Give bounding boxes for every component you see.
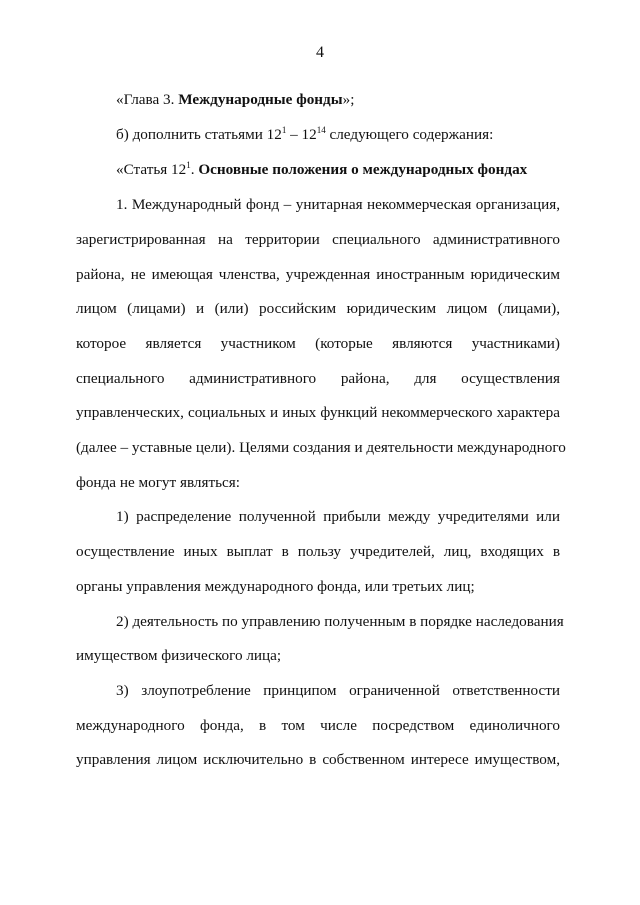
page-number: 4 bbox=[316, 44, 324, 61]
article-heading bbox=[116, 161, 527, 179]
amendment-sup-1: 1 bbox=[281, 125, 287, 135]
list-item-line: международного фонда, в том числе посредством единоличного bbox=[76, 717, 560, 734]
article-title: Основные положения о международных фондах bbox=[198, 161, 528, 178]
chapter-prefix: «Глава 3. bbox=[116, 91, 179, 108]
paragraph-line: специального административного района, для осуществления bbox=[76, 370, 560, 387]
chapter-heading bbox=[116, 91, 354, 109]
paragraph-line: района, не имеющая членства, учрежденная иностранным юридическим bbox=[76, 266, 560, 283]
paragraph-line: 1. Международный фонд – унитарная некоммерческая организация, bbox=[116, 196, 560, 213]
amendment-line bbox=[116, 126, 493, 144]
paragraph-line: (далее – уставные цели). Целями создания и деятельности международного bbox=[76, 439, 566, 456]
chapter-title: Международные фонды bbox=[178, 91, 343, 108]
paragraph-line: зарегистрированная на территории специального административного bbox=[76, 231, 560, 248]
list-item-line: 2) деятельность по управлению полученным в порядке наследования bbox=[116, 613, 564, 630]
list-item-line: органы управления международного фонда, или третьих лиц; bbox=[76, 578, 475, 595]
chapter-suffix: »; bbox=[342, 91, 355, 108]
amendment-text-b: – 12 bbox=[286, 126, 317, 143]
list-item-line: имуществом физического лица; bbox=[76, 647, 282, 664]
list-item-line: 3) злоупотребление принципом ограниченной ответственности bbox=[116, 682, 560, 699]
paragraph-line: фонда не могут являться: bbox=[76, 474, 240, 491]
amendment-sup-2: 14 bbox=[316, 125, 326, 135]
paragraph-line: которое является участником (которые являются участниками) bbox=[76, 335, 560, 352]
list-item-line: 1) распределение полученной прибыли между учредителями или bbox=[116, 508, 560, 525]
article-prefix: «Статья 12 bbox=[116, 161, 187, 178]
paragraph-line: управленческих, социальных и иных функций некоммерческого характера bbox=[76, 404, 560, 421]
list-item-line: управления лицом исключительно в собственном интересе имуществом, bbox=[76, 751, 560, 768]
amendment-text-c: следующего содержания: bbox=[325, 126, 494, 143]
amendment-text-a: б) дополнить статьями 12 bbox=[116, 126, 282, 143]
list-item-line: осуществление иных выплат в пользу учредителей, лиц, входящих в bbox=[76, 543, 560, 560]
article-dot: . bbox=[190, 161, 199, 178]
paragraph-line: лицом (лицами) и (или) российским юридическим лицом (лицами), bbox=[76, 300, 560, 317]
article-sup: 1 bbox=[186, 160, 191, 170]
